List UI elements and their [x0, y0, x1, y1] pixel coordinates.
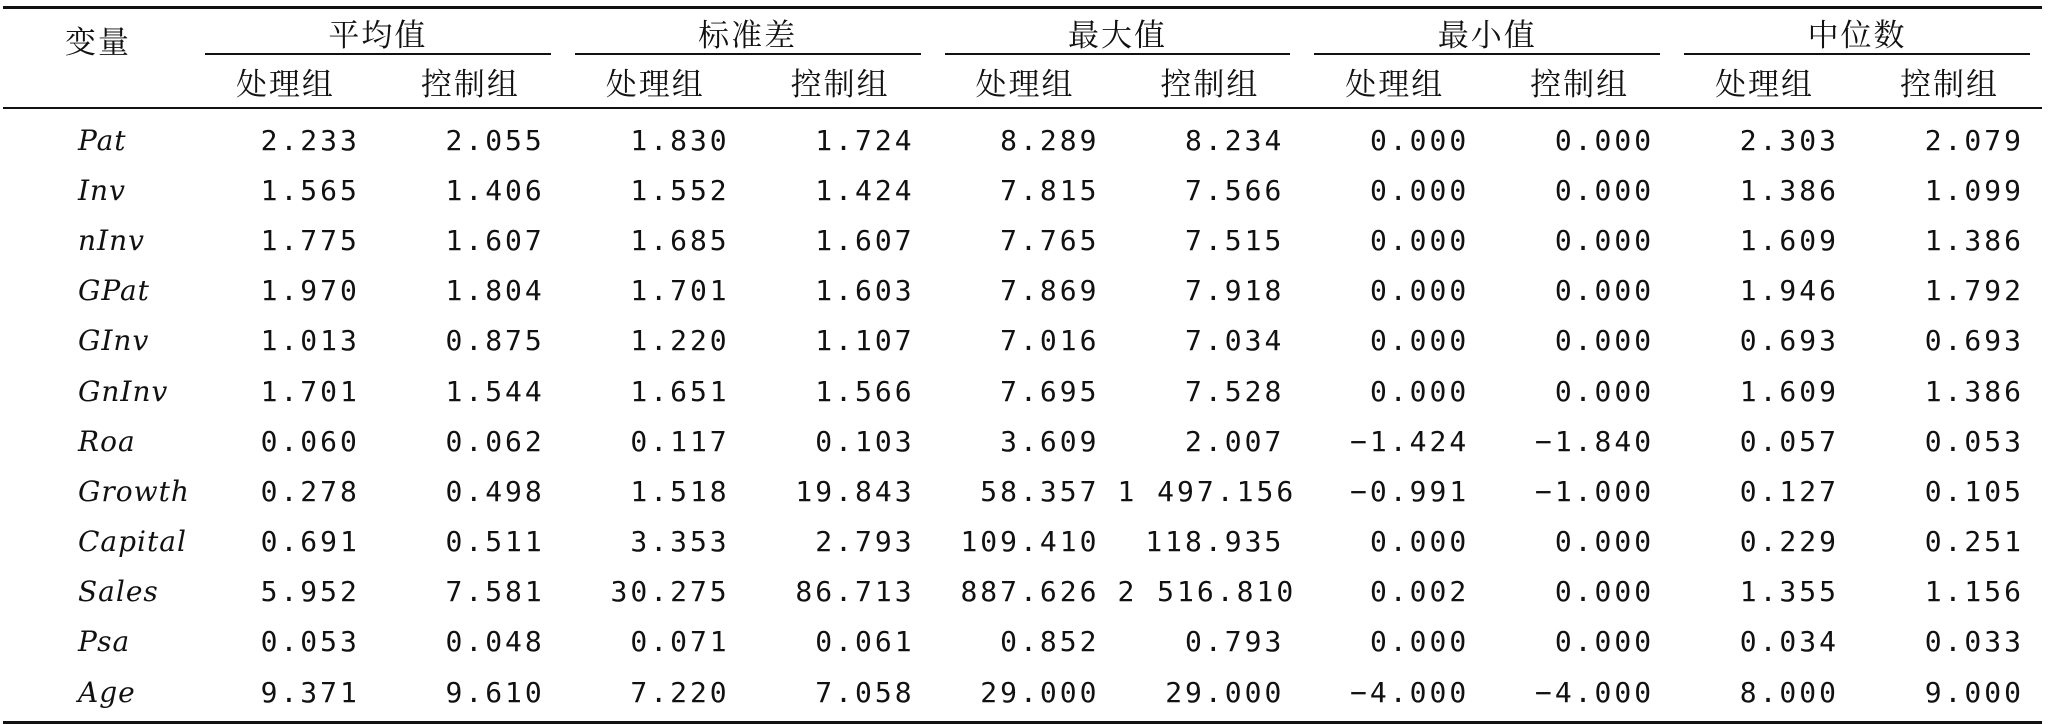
- value-cell: 0.048: [445, 625, 545, 659]
- value-cell: 1.424: [815, 173, 915, 207]
- value-cell: 9.000: [1924, 675, 2024, 709]
- group-header-max: [933, 8, 1303, 56]
- value-cell: 0.693: [1739, 324, 1840, 358]
- value-cell: −4.000: [1350, 675, 1470, 709]
- value-cell: 1.804: [445, 274, 545, 308]
- variable-name-cell: GPat: [78, 274, 150, 308]
- value-cell: 0.034: [1739, 625, 1840, 659]
- value-cell: 0.852: [1000, 625, 1100, 659]
- value-cell: 887.626: [960, 575, 1100, 609]
- table-row: [3, 667, 2042, 723]
- value-cell: 0.498: [445, 474, 545, 508]
- value-cell: 8.234: [1185, 123, 1285, 157]
- value-cell: 0.000: [1554, 173, 1655, 207]
- subheader-control: 控制组: [420, 66, 520, 103]
- variable-name-cell: Roa: [78, 424, 136, 458]
- value-cell: 58.357: [980, 474, 1100, 508]
- value-cell: 0.000: [1554, 324, 1655, 358]
- value-cell: 7.016: [1000, 324, 1100, 358]
- value-cell: 8.289: [1000, 123, 1100, 157]
- value-cell: 7.220: [630, 675, 730, 709]
- value-cell: 1.724: [815, 123, 915, 157]
- value-cell: 1.406: [445, 173, 545, 207]
- value-cell: 0.000: [1369, 525, 1470, 559]
- subheader-control: 控制组: [1160, 66, 1260, 103]
- value-cell: −4.000: [1534, 675, 1655, 709]
- value-cell: 0.000: [1369, 324, 1470, 358]
- value-cell: 7.566: [1185, 173, 1285, 207]
- value-cell: 0.057: [1739, 424, 1840, 458]
- subheader-treatment: 处理组: [235, 66, 335, 103]
- value-cell: −1.000: [1534, 474, 1655, 508]
- value-cell: 7.918: [1185, 274, 1285, 308]
- subheader-control: 控制组: [790, 66, 890, 103]
- value-cell: 0.053: [1924, 424, 2024, 458]
- value-cell: 7.695: [1000, 374, 1100, 408]
- value-cell: 0.000: [1554, 274, 1655, 308]
- variable-name-cell: Psa: [78, 625, 131, 659]
- value-cell: −0.991: [1350, 474, 1470, 508]
- value-cell: 0.000: [1554, 625, 1655, 659]
- value-cell: 1.607: [445, 223, 545, 257]
- value-cell: 1.566: [815, 374, 915, 408]
- value-cell: 0.693: [1924, 324, 2024, 358]
- group-header-label: 最大值: [1067, 17, 1167, 54]
- variable-name-cell: Inv: [78, 173, 126, 207]
- table-row: [3, 617, 2042, 667]
- value-cell: 0.127: [1739, 474, 1840, 508]
- value-cell: 0.691: [260, 525, 360, 559]
- group-header-min: [1302, 8, 1672, 56]
- value-cell: 2.233: [260, 123, 360, 157]
- table-row: [3, 266, 2042, 316]
- value-cell: 30.275: [610, 575, 730, 609]
- value-cell: 1.609: [1739, 374, 1840, 408]
- value-cell: 0.229: [1739, 525, 1840, 559]
- value-cell: 1.609: [1739, 223, 1840, 257]
- variable-name-cell: GnInv: [78, 374, 169, 408]
- value-cell: 1.970: [260, 274, 360, 308]
- value-cell: 0.511: [445, 525, 545, 559]
- table-row: [3, 108, 2042, 165]
- statistics-table-container: [3, 6, 2042, 724]
- value-cell: 0.117: [630, 424, 730, 458]
- value-cell: 1.607: [815, 223, 915, 257]
- value-cell: 3.353: [630, 525, 730, 559]
- table-row: [3, 366, 2042, 416]
- value-cell: 7.528: [1185, 374, 1285, 408]
- value-cell: 1.701: [630, 274, 730, 308]
- value-cell: 0.000: [1554, 374, 1655, 408]
- value-cell: 2.793: [815, 525, 915, 559]
- value-cell: 1.946: [1739, 274, 1840, 308]
- value-cell: 0.105: [1924, 474, 2024, 508]
- value-cell: 8.000: [1739, 675, 1840, 709]
- value-cell: 0.103: [815, 424, 915, 458]
- subheader-treatment: 处理组: [975, 66, 1075, 103]
- subheader-control: 控制组: [1900, 66, 1999, 103]
- value-cell: 0.000: [1554, 223, 1655, 257]
- value-cell: 0.875: [445, 324, 545, 358]
- group-header-mean: [193, 8, 563, 56]
- value-cell: 2.055: [445, 123, 545, 157]
- value-cell: 0.793: [1185, 625, 1285, 659]
- value-cell: 5.952: [260, 575, 360, 609]
- value-cell: 0.002: [1369, 575, 1470, 609]
- value-cell: 7.815: [1000, 173, 1100, 207]
- value-cell: 0.000: [1554, 575, 1655, 609]
- table-row: [3, 165, 2042, 215]
- value-cell: 118.935: [1145, 525, 1285, 559]
- value-cell: 1.156: [1924, 575, 2024, 609]
- value-cell: 1.386: [1924, 223, 2024, 257]
- variable-column-header: 变量: [65, 25, 131, 61]
- value-cell: 1.099: [1924, 173, 2024, 207]
- value-cell: 2 516.810: [1117, 575, 1297, 609]
- value-cell: 1.603: [815, 274, 915, 308]
- value-cell: 0.251: [1924, 525, 2024, 559]
- variable-name-cell: nInv: [78, 223, 145, 257]
- table-body: [3, 108, 2042, 723]
- value-cell: 29.000: [980, 675, 1100, 709]
- group-header-label: 中位数: [1807, 17, 1907, 54]
- value-cell: 1.386: [1739, 173, 1840, 207]
- table-row: [3, 466, 2042, 516]
- value-cell: 2.079: [1924, 123, 2024, 157]
- value-cell: 1.220: [630, 324, 730, 358]
- value-cell: 0.000: [1369, 123, 1470, 157]
- value-cell: 1.013: [260, 324, 360, 358]
- value-cell: 1.775: [260, 223, 360, 257]
- variable-name-cell: Growth: [78, 474, 190, 508]
- value-cell: 7.581: [445, 575, 545, 609]
- value-cell: 0.000: [1369, 374, 1470, 408]
- table-row: [3, 567, 2042, 617]
- table-row: [3, 215, 2042, 265]
- value-cell: 1.355: [1739, 575, 1840, 609]
- group-header-label: 标准差: [698, 17, 798, 54]
- value-cell: 0.071: [630, 625, 730, 659]
- value-cell: 0.061: [815, 625, 915, 659]
- value-cell: 0.062: [445, 424, 545, 458]
- subheader-treatment: 处理组: [605, 66, 705, 103]
- table-row: [3, 416, 2042, 466]
- value-cell: 0.000: [1554, 525, 1655, 559]
- value-cell: 0.000: [1369, 173, 1470, 207]
- value-cell: 2.303: [1739, 123, 1840, 157]
- value-cell: 86.713: [795, 575, 915, 609]
- value-cell: 0.053: [260, 625, 360, 659]
- value-cell: 29.000: [1165, 675, 1285, 709]
- value-cell: 1.830: [630, 123, 730, 157]
- value-cell: 3.609: [1000, 424, 1100, 458]
- value-cell: 2.007: [1185, 424, 1285, 458]
- value-cell: 7.034: [1185, 324, 1285, 358]
- value-cell: 1.107: [815, 324, 915, 358]
- value-cell: 0.000: [1554, 123, 1655, 157]
- value-cell: 7.765: [1000, 223, 1100, 257]
- value-cell: 9.371: [260, 675, 360, 709]
- variable-name-cell: Pat: [78, 123, 127, 157]
- value-cell: 0.000: [1369, 223, 1470, 257]
- value-cell: 1.518: [630, 474, 730, 508]
- value-cell: 109.410: [960, 525, 1100, 559]
- subheader-treatment: 处理组: [1715, 66, 1815, 103]
- value-cell: 0.060: [260, 424, 360, 458]
- value-cell: −1.840: [1534, 424, 1655, 458]
- variable-name-cell: Sales: [78, 575, 159, 609]
- variable-name-cell: Capital: [78, 525, 187, 559]
- value-cell: 19.843: [795, 474, 915, 508]
- value-cell: 0.000: [1369, 274, 1470, 308]
- value-cell: −1.424: [1350, 424, 1470, 458]
- subheader-row: [3, 55, 2042, 108]
- variable-name-cell: Age: [78, 675, 136, 709]
- value-cell: 1.701: [260, 374, 360, 408]
- value-cell: 9.610: [445, 675, 545, 709]
- group-header-std: [563, 8, 933, 56]
- subheader-treatment: 处理组: [1345, 66, 1445, 103]
- table-row: [3, 517, 2042, 567]
- value-cell: 1.544: [445, 374, 545, 408]
- subheader-control: 控制组: [1530, 66, 1630, 103]
- value-cell: 1.552: [630, 173, 730, 207]
- value-cell: 7.869: [1000, 274, 1100, 308]
- value-cell: 0.033: [1924, 625, 2024, 659]
- value-cell: 1.685: [630, 223, 730, 257]
- value-cell: 1.565: [260, 173, 360, 207]
- descriptive-statistics-table: [3, 6, 2042, 724]
- value-cell: 1 497.156: [1117, 474, 1297, 508]
- table-row: [3, 316, 2042, 366]
- value-cell: 7.515: [1185, 223, 1285, 257]
- value-cell: 1.651: [630, 374, 730, 408]
- value-cell: 1.386: [1924, 374, 2024, 408]
- value-cell: 1.792: [1924, 274, 2024, 308]
- value-cell: 0.278: [260, 474, 360, 508]
- variable-name-cell: GInv: [78, 324, 150, 358]
- group-header-label: 最小值: [1437, 17, 1537, 54]
- value-cell: 0.000: [1369, 625, 1470, 659]
- group-header-label: 平均值: [328, 17, 428, 54]
- value-cell: 7.058: [815, 675, 915, 709]
- group-header-row: [3, 8, 2042, 56]
- group-header-median: [1672, 8, 2042, 56]
